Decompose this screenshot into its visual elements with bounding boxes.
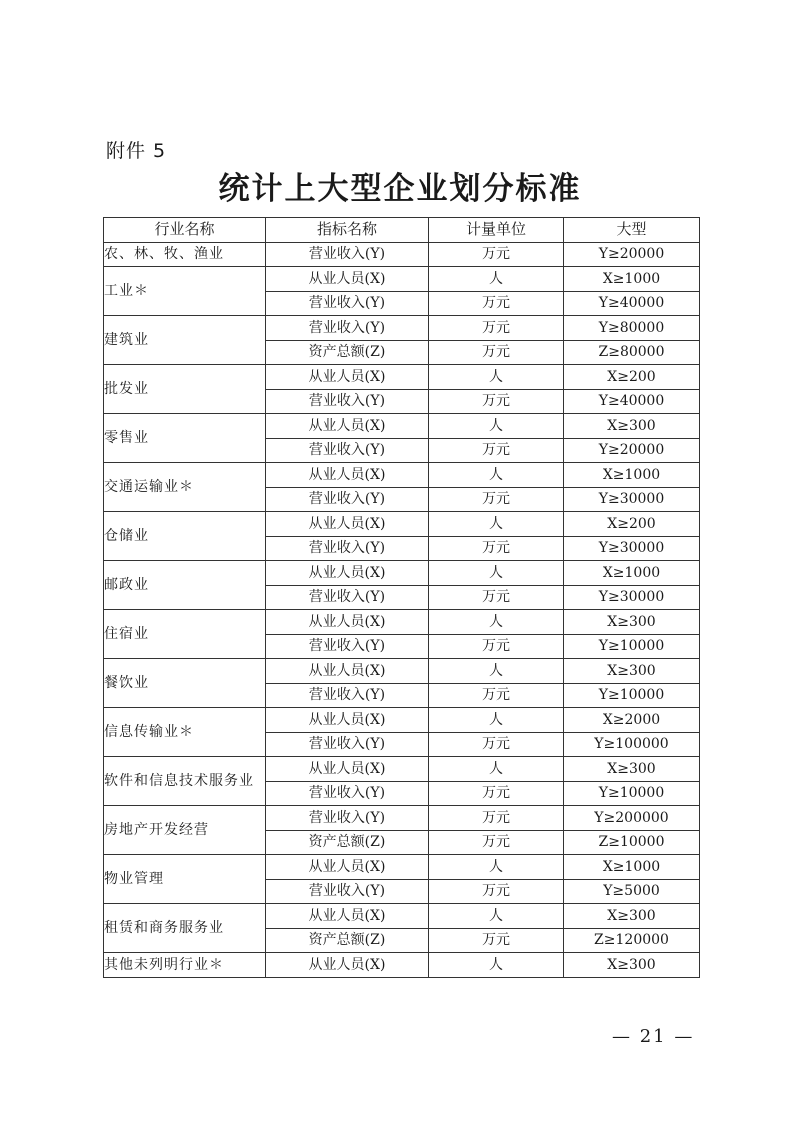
indicator-cell: 从业人员(X) <box>266 463 429 488</box>
unit-cell: 万元 <box>429 536 564 561</box>
threshold-cell: Y≥100000 <box>564 732 700 757</box>
unit-cell: 人 <box>429 414 564 439</box>
unit-cell: 万元 <box>429 806 564 831</box>
threshold-cell: Y≥40000 <box>564 389 700 414</box>
unit-cell: 万元 <box>429 683 564 708</box>
threshold-cell: Y≥30000 <box>564 536 700 561</box>
unit-cell: 人 <box>429 561 564 586</box>
unit-cell: 万元 <box>429 585 564 610</box>
unit-cell: 人 <box>429 267 564 292</box>
unit-cell: 人 <box>429 904 564 929</box>
indicator-cell: 营业收入(Y) <box>266 806 429 831</box>
threshold-cell: X≥300 <box>564 414 700 439</box>
table-row <box>104 953 700 978</box>
unit-cell: 人 <box>429 757 564 782</box>
unit-cell: 万元 <box>429 242 564 267</box>
table-row <box>104 610 700 635</box>
industry-cell: 房地产开发经营 <box>104 806 266 855</box>
unit-cell: 万元 <box>429 389 564 414</box>
threshold-cell: Z≥80000 <box>564 340 700 365</box>
threshold-cell: Y≥40000 <box>564 291 700 316</box>
unit-cell: 万元 <box>429 928 564 953</box>
industry-cell: 软件和信息技术服务业 <box>104 757 266 806</box>
threshold-cell: Y≥10000 <box>564 634 700 659</box>
unit-cell: 万元 <box>429 438 564 463</box>
unit-cell: 万元 <box>429 316 564 341</box>
unit-cell: 人 <box>429 610 564 635</box>
indicator-cell: 营业收入(Y) <box>266 781 429 806</box>
indicator-cell: 从业人员(X) <box>266 953 429 978</box>
unit-cell: 万元 <box>429 340 564 365</box>
table-row <box>104 806 700 831</box>
table-row <box>104 904 700 929</box>
threshold-cell: Y≥10000 <box>564 683 700 708</box>
header-industry: 行业名称 <box>104 218 266 243</box>
indicator-cell: 从业人员(X) <box>266 757 429 782</box>
indicator-cell: 从业人员(X) <box>266 561 429 586</box>
indicator-cell: 营业收入(Y) <box>266 732 429 757</box>
threshold-cell: Z≥10000 <box>564 830 700 855</box>
industry-cell: 邮政业 <box>104 561 266 610</box>
threshold-cell: X≥1000 <box>564 267 700 292</box>
indicator-cell: 从业人员(X) <box>266 708 429 733</box>
unit-cell: 人 <box>429 953 564 978</box>
threshold-cell: X≥1000 <box>564 855 700 880</box>
threshold-cell: X≥300 <box>564 757 700 782</box>
attachment-label: 附件 5 <box>106 140 167 162</box>
table-row <box>104 708 700 733</box>
indicator-cell: 营业收入(Y) <box>266 487 429 512</box>
threshold-cell: Y≥30000 <box>564 487 700 512</box>
indicator-cell: 营业收入(Y) <box>266 389 429 414</box>
header-indicator: 指标名称 <box>266 218 429 243</box>
indicator-cell: 从业人员(X) <box>266 512 429 537</box>
table-row <box>104 855 700 880</box>
indicator-cell: 营业收入(Y) <box>266 879 429 904</box>
threshold-cell: X≥1000 <box>564 463 700 488</box>
unit-cell: 人 <box>429 463 564 488</box>
industry-cell: 餐饮业 <box>104 659 266 708</box>
industry-cell: 信息传输业＊ <box>104 708 266 757</box>
indicator-cell: 从业人员(X) <box>266 414 429 439</box>
industry-cell: 其他未列明行业＊ <box>104 953 266 978</box>
indicator-cell: 营业收入(Y) <box>266 438 429 463</box>
threshold-cell: X≥1000 <box>564 561 700 586</box>
threshold-cell: X≥200 <box>564 512 700 537</box>
table-row <box>104 561 700 586</box>
unit-cell: 万元 <box>429 781 564 806</box>
threshold-cell: X≥2000 <box>564 708 700 733</box>
table-row <box>104 659 700 684</box>
indicator-cell: 营业收入(Y) <box>266 683 429 708</box>
table-row <box>104 267 700 292</box>
page-number: — 21 — <box>612 1026 695 1047</box>
industry-cell: 建筑业 <box>104 316 266 365</box>
unit-cell: 万元 <box>429 487 564 512</box>
indicator-cell: 营业收入(Y) <box>266 242 429 267</box>
industry-cell: 租赁和商务服务业 <box>104 904 266 953</box>
indicator-cell: 从业人员(X) <box>266 855 429 880</box>
threshold-cell: Y≥200000 <box>564 806 700 831</box>
threshold-cell: X≥300 <box>564 610 700 635</box>
unit-cell: 人 <box>429 365 564 390</box>
indicator-cell: 从业人员(X) <box>266 365 429 390</box>
industry-cell: 工业＊ <box>104 267 266 316</box>
threshold-cell: Y≥30000 <box>564 585 700 610</box>
unit-cell: 人 <box>429 855 564 880</box>
page-title: 统计上大型企业划分标准 <box>218 171 582 207</box>
unit-cell: 万元 <box>429 634 564 659</box>
table-body <box>104 242 700 977</box>
industry-cell: 物业管理 <box>104 855 266 904</box>
classification-table <box>103 217 700 978</box>
indicator-cell: 资产总额(Z) <box>266 340 429 365</box>
threshold-cell: Y≥20000 <box>564 438 700 463</box>
industry-cell: 农、林、牧、渔业 <box>104 242 266 267</box>
table-row <box>104 463 700 488</box>
unit-cell: 人 <box>429 659 564 684</box>
threshold-cell: Z≥120000 <box>564 928 700 953</box>
table-row <box>104 757 700 782</box>
unit-cell: 人 <box>429 512 564 537</box>
indicator-cell: 资产总额(Z) <box>266 830 429 855</box>
industry-cell: 仓储业 <box>104 512 266 561</box>
threshold-cell: X≥200 <box>564 365 700 390</box>
indicator-cell: 营业收入(Y) <box>266 316 429 341</box>
industry-cell: 住宿业 <box>104 610 266 659</box>
threshold-cell: X≥300 <box>564 904 700 929</box>
table-row <box>104 414 700 439</box>
threshold-cell: X≥300 <box>564 659 700 684</box>
table-row <box>104 512 700 537</box>
table-row <box>104 365 700 390</box>
indicator-cell: 从业人员(X) <box>266 659 429 684</box>
header-large: 大型 <box>564 218 700 243</box>
table-row <box>104 316 700 341</box>
indicator-cell: 从业人员(X) <box>266 267 429 292</box>
indicator-cell: 资产总额(Z) <box>266 928 429 953</box>
indicator-cell: 营业收入(Y) <box>266 585 429 610</box>
unit-cell: 万元 <box>429 879 564 904</box>
indicator-cell: 营业收入(Y) <box>266 536 429 561</box>
unit-cell: 万元 <box>429 291 564 316</box>
unit-cell: 万元 <box>429 732 564 757</box>
unit-cell: 万元 <box>429 830 564 855</box>
threshold-cell: Y≥80000 <box>564 316 700 341</box>
indicator-cell: 从业人员(X) <box>266 904 429 929</box>
industry-cell: 批发业 <box>104 365 266 414</box>
threshold-cell: X≥300 <box>564 953 700 978</box>
table-row <box>104 242 700 267</box>
threshold-cell: Y≥10000 <box>564 781 700 806</box>
threshold-cell: Y≥20000 <box>564 242 700 267</box>
threshold-cell: Y≥5000 <box>564 879 700 904</box>
indicator-cell: 从业人员(X) <box>266 610 429 635</box>
industry-cell: 交通运输业＊ <box>104 463 266 512</box>
industry-cell: 零售业 <box>104 414 266 463</box>
indicator-cell: 营业收入(Y) <box>266 634 429 659</box>
table-header-row <box>104 218 700 243</box>
indicator-cell: 营业收入(Y) <box>266 291 429 316</box>
unit-cell: 人 <box>429 708 564 733</box>
header-unit: 计量单位 <box>429 218 564 243</box>
